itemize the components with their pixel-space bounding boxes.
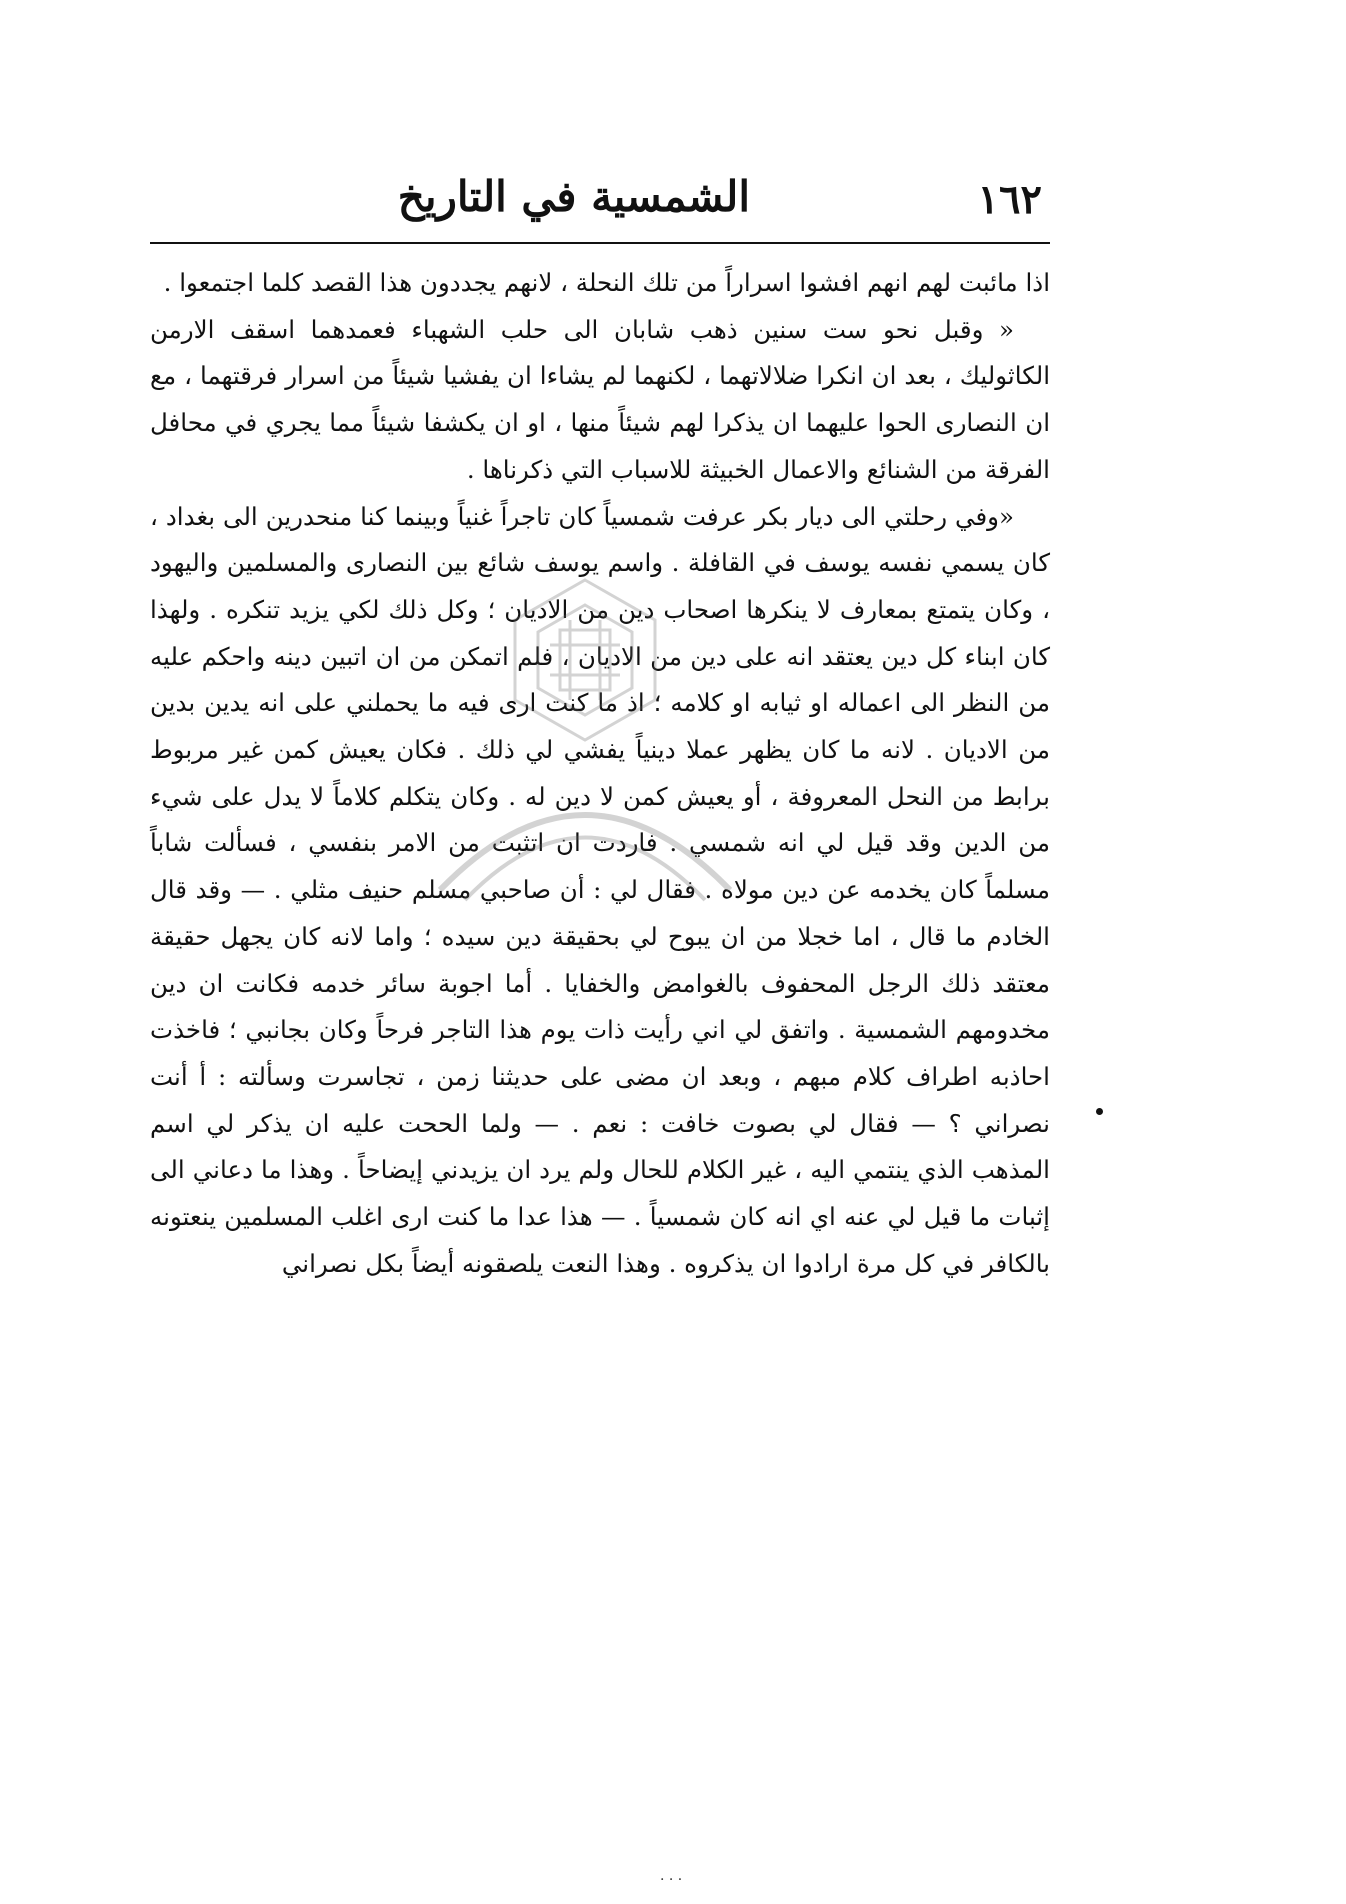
page-number: ١٦٢: [977, 176, 1042, 223]
margin-mark: [1096, 1108, 1103, 1115]
paragraph: اذا مائبت لهم انهم افشوا اسراراً من تلك النحلة ، لانهم يجددون هذا القصد كلما اجتمعوا .: [163, 268, 1050, 297]
paragraph: «وفي رحلتي الى ديار بكر عرفت شمسياً كان تاجراً غنياً وبينما كنا منحدرين الى بغداد ، كان يسمي نفسه يوسف في القافلة . واسم يوسف شائع بين النصارى والمسلمين واليهود ، وكان يتمتع بمعارف لا ينكرها اصحاب دين من الاديان ؛ وكل ذلك لكي يزيد تنكره . ولهذا كان ابناء كل دين يعتقد انه على دين من الاديان ، فلم اتمكن من ان اتبين دينه واحكم عليه من النظر الى اعماله او ثيابه او كلامه ؛ اذ ما كنت ارى فيه ما يحملني على انه يدين بدين من الاديان . لانه ما كان يظهر عملا دينياً يفشي لي ذلك . فكان يعيش كمن غير مربوط برابط من النحل المعروفة ، أو يعيش كمن لا دين له . وكان يتكلم كلاماً لا يدل على شيء من الدين وقد قيل لي انه شمسي . فاردت ان اتثبت من الامر بنفسي ، فسألت شاباً مسلماً كان يخدمه عن دين مولاه . فقال لي : أن صاحبي مسلم حنيف مثلي . — وقد قال الخادم ما قال ، اما خجلا من ان يبوح لي بحقيقة دين سيده ؛ واما لانه كان يجهل حقيقة معتقد ذلك الرجل المحفوف بالغوامض والخفايا . أما اجوبة سائر خدمه فكانت ان دين مخدومهم الشمسية . واتفق لي اني رأيت ذات يوم هذا التاجر فرحاً وكان بجانبي ؛ فاخذت احاذبه اطراف كلام مبهم ، وبعد ان مضى على حديثنا زمن ، تجاسرت وسألته : أ أنت نصراني ؟ — فقال لي بصوت خافت : نعم . — ولما الححت عليه ان يذكر لي اسم المذهب الذي ينتمي اليه ، غير الكلام للحال ولم يرد ان يزيدني إيضاحاً . وهذا ما دعاني الى إثبات ما قيل لي عنه اي انه كان شمسياً . — هذا عدا ما كنت ارى اغلب المسلمين ينعتونه بالكافر في كل مرة ارادوا ان يذكروه . وهذا النعت يلصقونه أيضاً بكل نصراني: [150, 501, 1050, 1278]
body-text: [150, 260, 1050, 1287]
header-rule: [150, 242, 1050, 244]
document-page: [150, 168, 1050, 1287]
running-title: الشمسية في التاريخ: [397, 172, 750, 221]
page-header: [150, 168, 1050, 246]
paragraph: « وقبل نحو ست سنين ذهب شابان الى حلب الشهباء فعمدهما اسقف الارمن الكاثوليك ، بعد ان انكرا ضلالاتهما ، لكنهما لم يشاءا ان يفشيا شيئاً من اسرار فرقتهما ، مع ان النصارى الحوا عليهما ان يذكرا لهم شيئاً منها ، او ان يكشفا شيئاً مما يجري في محافل الفرقة من الشنائع والاعمال الخبيثة للاسباب التي ذكرناها .: [150, 314, 1050, 484]
scan-specks: · · ·: [660, 1872, 683, 1888]
